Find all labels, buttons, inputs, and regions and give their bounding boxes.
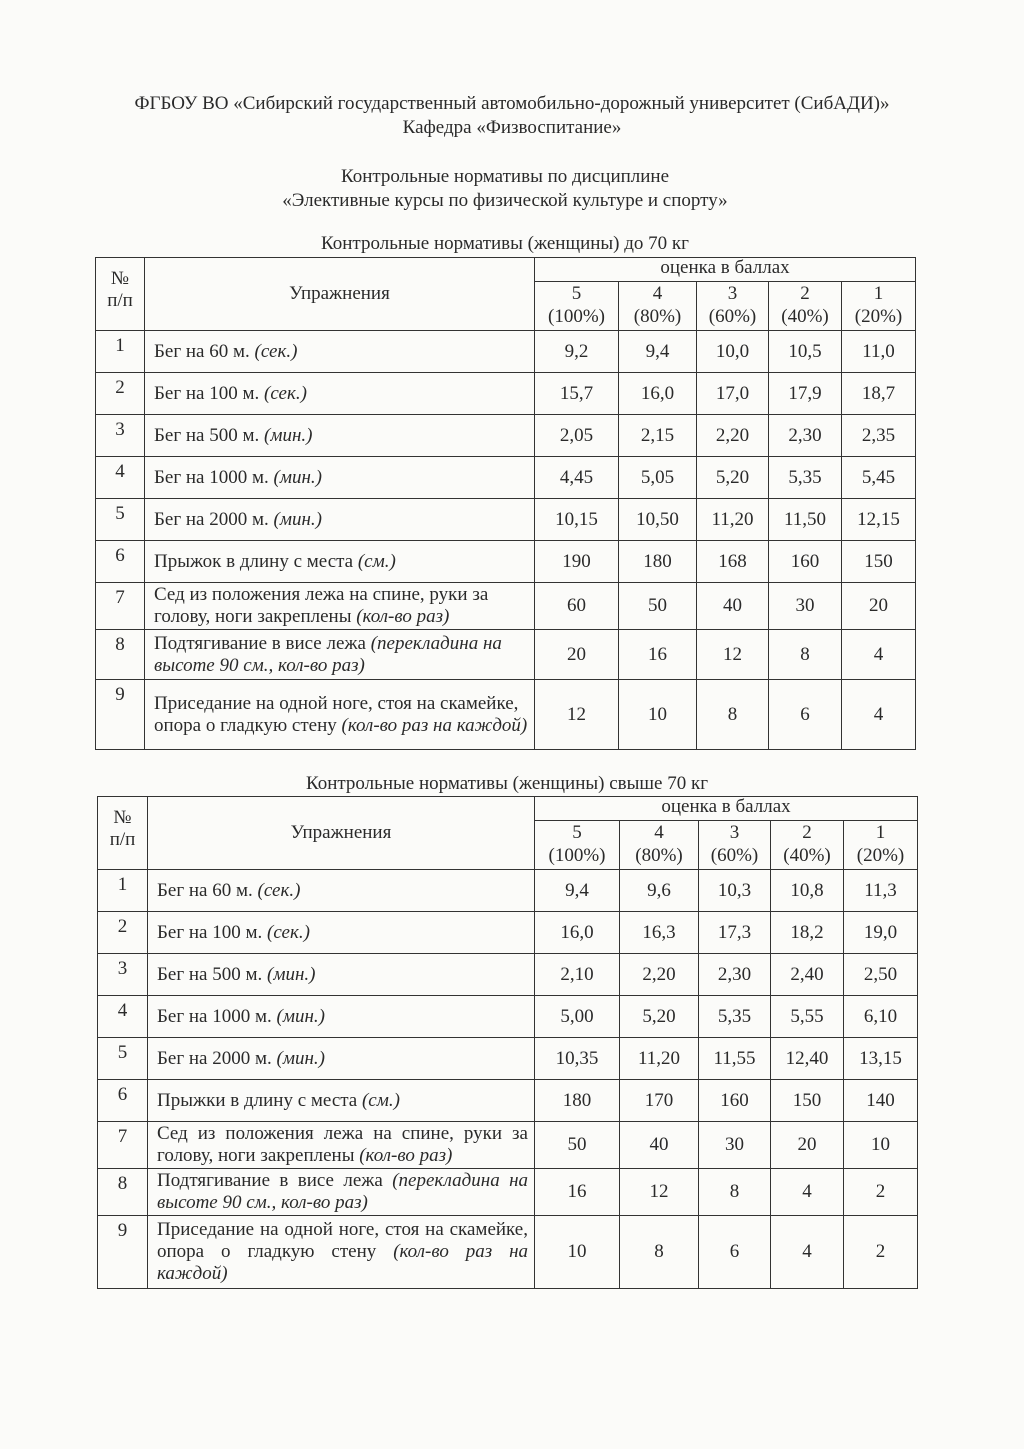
exercise-cell <box>145 541 535 583</box>
table-row <box>98 996 918 1038</box>
row-number: 4 <box>98 996 148 1038</box>
exercise-cell <box>148 870 535 912</box>
score-value: 20 <box>842 583 916 630</box>
score-value: 5,35 <box>769 457 842 499</box>
score-value: 2,50 <box>844 954 918 996</box>
score-value: 4 <box>842 680 916 750</box>
header-grade: 4 (80%) <box>619 282 697 331</box>
exercise-unit: (мин.) <box>273 466 322 488</box>
table-row <box>98 1038 918 1080</box>
exercise-name: Приседание на одной ноге, стоя на скамейке, опора о гладкую стену <box>154 692 519 736</box>
norms-table-under-70kg <box>95 257 916 750</box>
header-num: № п/п <box>98 797 148 870</box>
header-grade: 4 (80%) <box>620 821 699 870</box>
exercise-cell <box>145 373 535 415</box>
exercise-unit: (мин.) <box>273 508 322 530</box>
exercise-unit: (кол-во раз на каждой) <box>341 714 528 736</box>
score-value: 2,40 <box>771 954 844 996</box>
score-value: 140 <box>844 1080 918 1122</box>
header-grade: 3 (60%) <box>699 821 771 870</box>
document-header <box>0 92 1024 140</box>
score-value: 60 <box>535 583 619 630</box>
table2-caption: Контрольные нормативы (женщины) свыше 70 кг <box>306 773 708 794</box>
university-name: ФГБОУ ВО «Сибирский государственный автомобильно-дорожный университет (СибАДИ)» <box>134 93 890 114</box>
score-value: 16,3 <box>620 912 699 954</box>
exercise-unit: (сек.) <box>264 382 307 404</box>
score-value: 40 <box>697 583 769 630</box>
exercise-name: Бег на 100 м. <box>157 921 268 943</box>
score-value: 8 <box>697 680 769 750</box>
score-value: 12 <box>697 630 769 680</box>
table-row <box>98 870 918 912</box>
score-value: 5,20 <box>697 457 769 499</box>
score-value: 11,3 <box>844 870 918 912</box>
table-row <box>96 499 916 541</box>
score-value: 2 <box>844 1169 918 1216</box>
department-name: Кафедра «Физвоспитание» <box>402 117 622 138</box>
exercise-name: Бег на 100 м. <box>154 382 265 404</box>
score-value: 4 <box>842 630 916 680</box>
score-value: 2,20 <box>620 954 699 996</box>
header-grade: 2 (40%) <box>771 821 844 870</box>
row-number: 9 <box>98 1216 148 1289</box>
score-value: 5,05 <box>619 457 697 499</box>
score-value: 150 <box>842 541 916 583</box>
exercise-cell <box>145 499 535 541</box>
exercise-name: Сед из положения лежа на спине, руки за голову, ноги закреплены <box>154 584 489 627</box>
table1-header <box>96 258 916 331</box>
exercise-name: Прыжки в длину с места <box>157 1089 362 1111</box>
row-number: 5 <box>96 499 145 541</box>
score-value: 2,15 <box>619 415 697 457</box>
score-value: 4 <box>771 1169 844 1216</box>
score-value: 17,9 <box>769 373 842 415</box>
score-value: 10,3 <box>699 870 771 912</box>
score-value: 160 <box>769 541 842 583</box>
table1-caption: Контрольные нормативы (женщины) до 70 кг <box>321 233 689 254</box>
score-value: 17,3 <box>699 912 771 954</box>
score-value: 5,35 <box>699 996 771 1038</box>
exercise-name: Бег на 2000 м. <box>157 1047 277 1069</box>
exercise-cell <box>145 331 535 373</box>
score-value: 2,35 <box>842 415 916 457</box>
table2-header <box>98 797 918 870</box>
score-value: 18,7 <box>842 373 916 415</box>
exercise-name: Бег на 60 м. <box>157 879 258 901</box>
header-grade: 3 (60%) <box>697 282 769 331</box>
header-grade: 5 (100%) <box>535 282 619 331</box>
document-subtitle <box>0 165 1010 213</box>
header-grade-group: оценка в баллах <box>535 258 916 282</box>
table1-body <box>96 331 916 750</box>
score-value: 190 <box>535 541 619 583</box>
score-value: 9,2 <box>535 331 619 373</box>
header-num: № п/п <box>96 258 145 331</box>
score-value: 12,15 <box>842 499 916 541</box>
row-number: 8 <box>98 1169 148 1216</box>
exercise-cell <box>145 415 535 457</box>
exercise-cell <box>148 1216 535 1289</box>
exercise-unit: (кол-во раз на каждой) <box>157 1241 528 1284</box>
score-value: 10,15 <box>535 499 619 541</box>
table-row <box>98 912 918 954</box>
row-number: 2 <box>96 373 145 415</box>
exercise-cell <box>148 1122 535 1169</box>
score-value: 10,50 <box>619 499 697 541</box>
table-row <box>96 583 916 630</box>
score-value: 150 <box>771 1080 844 1122</box>
table-row <box>96 541 916 583</box>
exercise-name: Бег на 1000 м. <box>154 466 274 488</box>
row-number: 3 <box>96 415 145 457</box>
row-number: 1 <box>98 870 148 912</box>
score-value: 18,2 <box>771 912 844 954</box>
exercise-name: Приседание на одной ноге, стоя на скамейке, опора о гладкую стену <box>157 1219 528 1262</box>
score-value: 2,20 <box>697 415 769 457</box>
score-value: 10 <box>844 1122 918 1169</box>
exercise-unit: (перекладина на высоте 90 см., кол-во раз) <box>154 632 502 676</box>
score-value: 5,00 <box>535 996 620 1038</box>
score-value: 2 <box>844 1216 918 1289</box>
exercise-cell <box>148 1169 535 1216</box>
score-value: 12 <box>535 680 619 750</box>
score-value: 6,10 <box>844 996 918 1038</box>
exercise-unit: (сек.) <box>254 340 298 362</box>
score-value: 15,7 <box>535 373 619 415</box>
score-value: 30 <box>699 1122 771 1169</box>
score-value: 16,0 <box>535 912 620 954</box>
exercise-unit: (мин.) <box>276 1005 325 1027</box>
score-value: 13,15 <box>844 1038 918 1080</box>
row-number: 5 <box>98 1038 148 1080</box>
score-value: 9,4 <box>535 870 620 912</box>
row-number: 3 <box>98 954 148 996</box>
score-value: 2,30 <box>769 415 842 457</box>
score-value: 10,8 <box>771 870 844 912</box>
score-value: 10,35 <box>535 1038 620 1080</box>
score-value: 20 <box>771 1122 844 1169</box>
table-row <box>98 1080 918 1122</box>
table-row <box>96 630 916 680</box>
score-value: 10,0 <box>697 331 769 373</box>
exercise-unit: (кол-во раз) <box>359 1145 453 1166</box>
exercise-unit: (сек.) <box>257 879 301 901</box>
score-value: 50 <box>535 1122 620 1169</box>
norms-table-over-70kg <box>97 796 918 1289</box>
row-number: 6 <box>98 1080 148 1122</box>
score-value: 16,0 <box>619 373 697 415</box>
table-row <box>96 415 916 457</box>
header-grade: 1 (20%) <box>844 821 918 870</box>
score-value: 5,55 <box>771 996 844 1038</box>
exercise-unit: (мин.) <box>264 424 313 446</box>
score-value: 8 <box>769 630 842 680</box>
header-grade: 5 (100%) <box>535 821 620 870</box>
header-grade-group: оценка в баллах <box>535 797 918 821</box>
score-value: 12,40 <box>771 1038 844 1080</box>
score-value: 2,30 <box>699 954 771 996</box>
exercise-unit: (см.) <box>361 1089 400 1111</box>
score-value: 11,50 <box>769 499 842 541</box>
score-value: 170 <box>620 1080 699 1122</box>
score-value: 9,6 <box>620 870 699 912</box>
row-number: 7 <box>96 583 145 630</box>
score-value: 17,0 <box>697 373 769 415</box>
exercise-unit: (перекладина на высоте 90 см., кол-во раз) <box>157 1170 528 1213</box>
score-value: 11,0 <box>842 331 916 373</box>
exercise-unit: (кол-во раз) <box>356 606 450 627</box>
row-number: 7 <box>98 1122 148 1169</box>
exercise-unit: (мин.) <box>267 963 316 985</box>
exercise-unit: (см.) <box>357 550 396 572</box>
score-value: 8 <box>699 1169 771 1216</box>
table-row <box>96 680 916 750</box>
score-value: 168 <box>697 541 769 583</box>
score-value: 6 <box>769 680 842 750</box>
score-value: 180 <box>535 1080 620 1122</box>
subtitle-line-2: «Элективные курсы по физической культуре и спорту» <box>282 190 728 211</box>
score-value: 4 <box>771 1216 844 1289</box>
score-value: 10 <box>535 1216 620 1289</box>
table-row <box>96 331 916 373</box>
score-value: 50 <box>619 583 697 630</box>
exercise-name: Бег на 1000 м. <box>157 1005 277 1027</box>
exercise-name: Прыжок в длину с места <box>154 550 358 572</box>
score-value: 8 <box>620 1216 699 1289</box>
score-value: 5,20 <box>620 996 699 1038</box>
exercise-name: Подтягивание в висе лежа <box>157 1170 393 1191</box>
exercise-cell <box>148 1080 535 1122</box>
score-value: 160 <box>699 1080 771 1122</box>
exercise-name: Бег на 60 м. <box>154 340 255 362</box>
exercise-cell <box>148 996 535 1038</box>
score-value: 16 <box>619 630 697 680</box>
exercise-unit: (мин.) <box>276 1047 325 1069</box>
score-value: 40 <box>620 1122 699 1169</box>
row-number: 4 <box>96 457 145 499</box>
exercise-cell <box>148 954 535 996</box>
exercise-cell <box>145 630 535 680</box>
exercise-unit: (сек.) <box>267 921 310 943</box>
row-number: 9 <box>96 680 145 750</box>
row-number: 2 <box>98 912 148 954</box>
score-value: 10 <box>619 680 697 750</box>
exercise-name: Бег на 500 м. <box>154 424 265 446</box>
score-value: 12 <box>620 1169 699 1216</box>
score-value: 19,0 <box>844 912 918 954</box>
row-number: 6 <box>96 541 145 583</box>
row-number: 1 <box>96 331 145 373</box>
exercise-cell <box>145 457 535 499</box>
exercise-name: Бег на 500 м. <box>157 963 268 985</box>
score-value: 6 <box>699 1216 771 1289</box>
exercise-cell <box>148 1038 535 1080</box>
exercise-cell <box>145 680 535 750</box>
score-value: 2,05 <box>535 415 619 457</box>
score-value: 20 <box>535 630 619 680</box>
score-value: 16 <box>535 1169 620 1216</box>
score-value: 9,4 <box>619 331 697 373</box>
table-row <box>98 954 918 996</box>
subtitle-line-1: Контрольные нормативы по дисциплине <box>340 166 670 187</box>
table2-body <box>98 870 918 1289</box>
header-grade: 2 (40%) <box>769 282 842 331</box>
exercise-name: Подтягивание в висе лежа <box>154 632 371 654</box>
exercise-cell <box>148 912 535 954</box>
table-row <box>98 1169 918 1216</box>
header-exercise: Упражнения <box>145 258 535 331</box>
header-grade: 1 (20%) <box>842 282 916 331</box>
header-exercise: Упражнения <box>148 797 535 870</box>
score-value: 10,5 <box>769 331 842 373</box>
score-value: 2,10 <box>535 954 620 996</box>
score-value: 11,20 <box>620 1038 699 1080</box>
table-row <box>96 457 916 499</box>
score-value: 11,55 <box>699 1038 771 1080</box>
table-row <box>98 1216 918 1289</box>
score-value: 4,45 <box>535 457 619 499</box>
table-row <box>96 373 916 415</box>
score-value: 180 <box>619 541 697 583</box>
exercise-cell <box>145 583 535 630</box>
score-value: 5,45 <box>842 457 916 499</box>
exercise-name: Бег на 2000 м. <box>154 508 274 530</box>
score-value: 11,20 <box>697 499 769 541</box>
row-number: 8 <box>96 630 145 680</box>
table-row <box>98 1122 918 1169</box>
score-value: 30 <box>769 583 842 630</box>
exercise-name: Сед из положения лежа на спине, руки за голову, ноги закреплены <box>157 1123 528 1166</box>
